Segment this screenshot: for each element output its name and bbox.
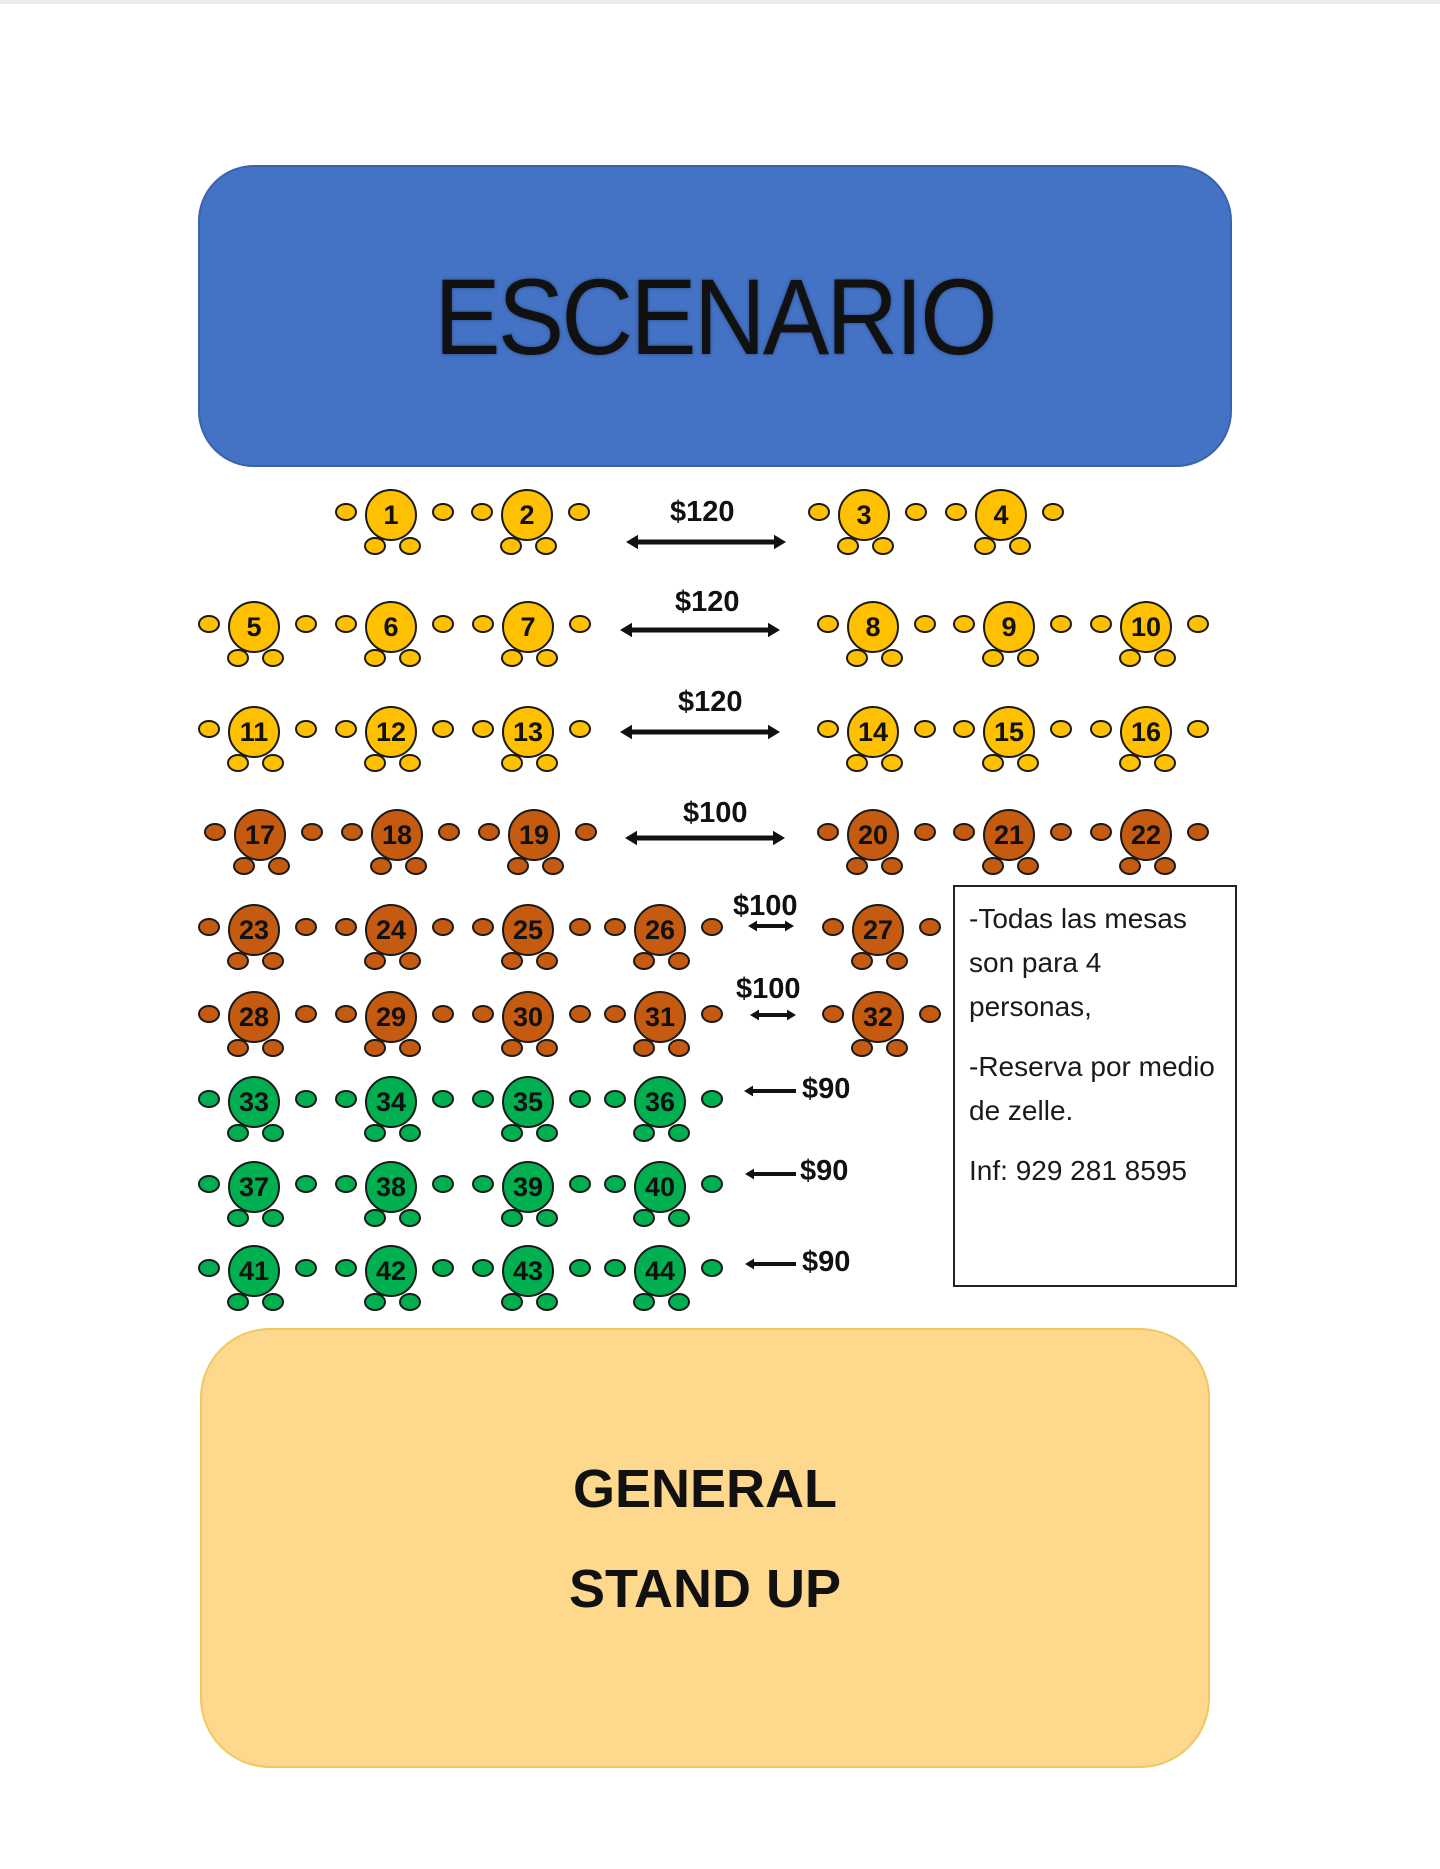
price-label: $120 — [678, 686, 743, 718]
price-label: $90 — [800, 1155, 849, 1187]
table-number: 4 — [975, 489, 1027, 541]
table-number: 31 — [634, 991, 686, 1043]
table-number: 10 — [1120, 601, 1172, 653]
table-number: 23 — [228, 904, 280, 956]
table-number: 21 — [983, 809, 1035, 861]
info-capacity: -Todas las mesas son para 4 personas, — [969, 903, 1187, 1022]
price-label: $90 — [802, 1073, 851, 1105]
table-number: 5 — [228, 601, 280, 653]
table-number: 43 — [502, 1245, 554, 1297]
general-label: GENERAL — [572, 1459, 837, 1519]
table-number: 41 — [228, 1245, 280, 1297]
general-stand-up-area — [200, 1328, 1210, 1768]
table-number: 18 — [371, 809, 423, 861]
table-number: 22 — [1120, 809, 1172, 861]
table-number: 15 — [983, 706, 1035, 758]
table-number: 14 — [847, 706, 899, 758]
table-number: 2 — [501, 489, 553, 541]
price-label: $120 — [670, 496, 735, 528]
table-number: 8 — [847, 601, 899, 653]
table-number: 7 — [502, 601, 554, 653]
double-arrow — [620, 725, 780, 739]
table-number: 37 — [228, 1161, 280, 1213]
table-number: 26 — [634, 904, 686, 956]
double-arrow — [626, 535, 786, 549]
table-number: 40 — [634, 1161, 686, 1213]
left-arrow — [744, 1086, 796, 1097]
info-phone: Inf: 929 281 8595 — [969, 1155, 1187, 1186]
left-arrow — [745, 1259, 796, 1270]
table-number: 1 — [365, 489, 417, 541]
table-number: 24 — [365, 904, 417, 956]
table-number: 32 — [852, 991, 904, 1043]
price-label: $100 — [683, 797, 748, 829]
table-number: 29 — [365, 991, 417, 1043]
table-number: 11 — [228, 706, 280, 758]
table-number: 28 — [228, 991, 280, 1043]
table-number: 6 — [365, 601, 417, 653]
stand-up-label: STAND UP — [568, 1559, 841, 1619]
table-number: 25 — [502, 904, 554, 956]
table-number: 30 — [502, 991, 554, 1043]
table-number: 12 — [365, 706, 417, 758]
table-number: 33 — [228, 1076, 280, 1128]
price-label: $90 — [802, 1246, 851, 1278]
table-number: 36 — [634, 1076, 686, 1128]
table-number: 34 — [365, 1076, 417, 1128]
price-label: $100 — [733, 890, 798, 922]
price-label: $120 — [675, 586, 740, 618]
table-number: 35 — [502, 1076, 554, 1128]
double-arrow — [750, 1010, 796, 1021]
table-number: 38 — [365, 1161, 417, 1213]
price-label: $100 — [736, 973, 801, 1005]
stage-label: ESCENARIO — [434, 255, 996, 377]
table-number: 9 — [983, 601, 1035, 653]
table-number: 27 — [852, 904, 904, 956]
double-arrow — [620, 623, 780, 637]
table-number: 20 — [847, 809, 899, 861]
info-reservation: -Reserva por medio de zelle. — [969, 1051, 1215, 1126]
left-arrow — [745, 1169, 796, 1180]
table-number: 16 — [1120, 706, 1172, 758]
double-arrow — [625, 831, 785, 845]
table-number: 17 — [234, 809, 286, 861]
table-number: 42 — [365, 1245, 417, 1297]
table-number: 3 — [838, 489, 890, 541]
table-number: 44 — [634, 1245, 686, 1297]
table-number: 13 — [502, 706, 554, 758]
table-number: 19 — [508, 809, 560, 861]
table-number: 39 — [502, 1161, 554, 1213]
info-box — [953, 885, 1237, 1287]
